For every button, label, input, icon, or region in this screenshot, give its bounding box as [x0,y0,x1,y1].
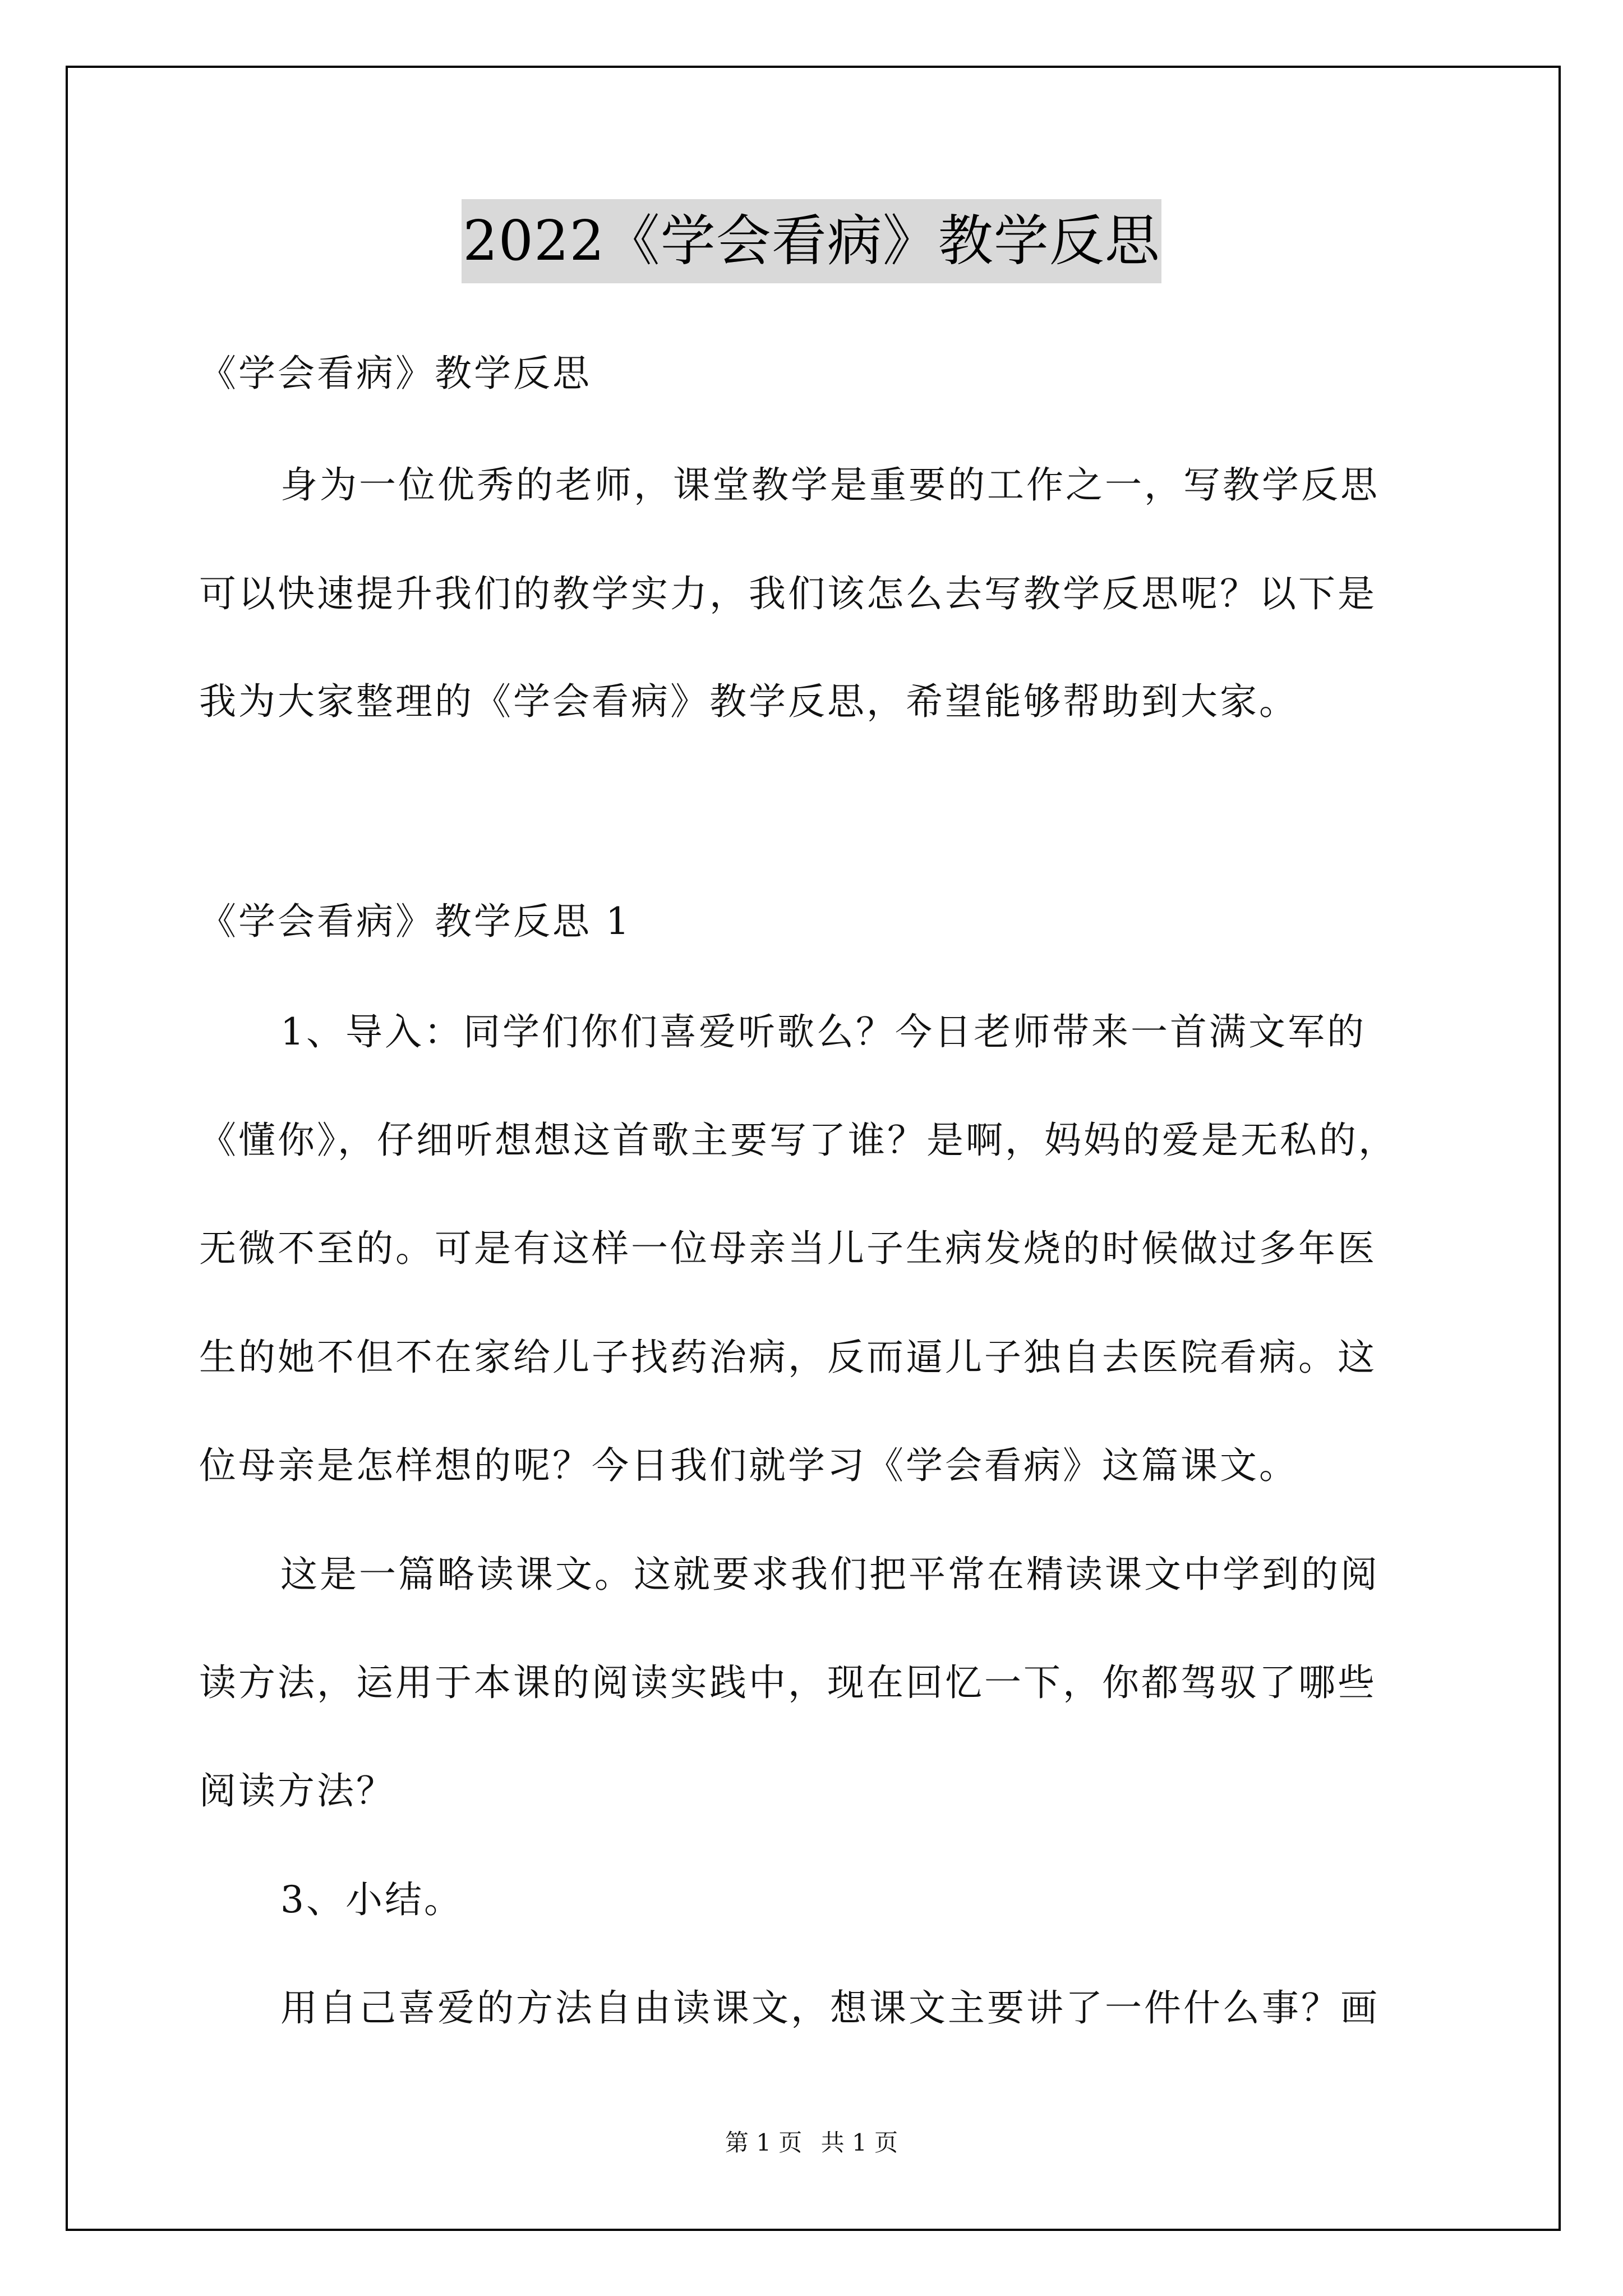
para2-line-1: 这是一篇略读课文。这就要求我们把平常在精读课文中学到的阅 [280,1553,1380,1596]
para1-line-1: 1、导入：同学们你们喜爱听歌么？今日老师带来一首满文军的 [280,1010,1366,1053]
page-footer [0,2126,1623,2160]
para1-line-5: 位母亲是怎样想的呢？今日我们就学习《学会看病》这篇课文。 [199,1444,1298,1487]
intro-line-2: 可以快速提升我们的教学实力，我们该怎么去写教学反思呢？以下是 [199,572,1377,615]
document-title: 2022《学会看病》教学反思 [462,199,1161,283]
intro-line-1: 身为一位优秀的老师，课堂教学是重要的工作之一，写教学反思 [280,463,1380,507]
title-container [0,199,1623,283]
para2-line-3: 阅读方法？ [199,1769,395,1812]
para3: 3、小结。 [280,1878,463,1921]
page-total: 共 1 页 [820,2129,898,2156]
page-number: 第 1 页 [725,2129,803,2156]
para1-line-3: 无微不至的。可是有这样一位母亲当儿子生病发烧的时候做过多年医 [199,1227,1377,1270]
subtitle: 《学会看病》教学反思 [199,352,592,395]
intro-line-3: 我为大家整理的《学会看病》教学反思，希望能够帮助到大家。 [199,680,1298,723]
para1-line-2: 《懂你》，仔细听想想这首歌主要写了谁？是啊，妈妈的爱是无私的， [199,1119,1398,1162]
para2-line-2: 读方法，运用于本课的阅读实践中，现在回忆一下，你都驾驭了哪些 [199,1661,1377,1704]
section-heading: 《学会看病》教学反思 1 [199,900,631,943]
para1-line-4: 生的她不但不在家给儿子找药治病，反而逼儿子独自去医院看病。这 [199,1336,1377,1379]
para4-line-1: 用自己喜爱的方法自由读课文，想课文主要讲了一件什么事？画 [280,1986,1380,2030]
